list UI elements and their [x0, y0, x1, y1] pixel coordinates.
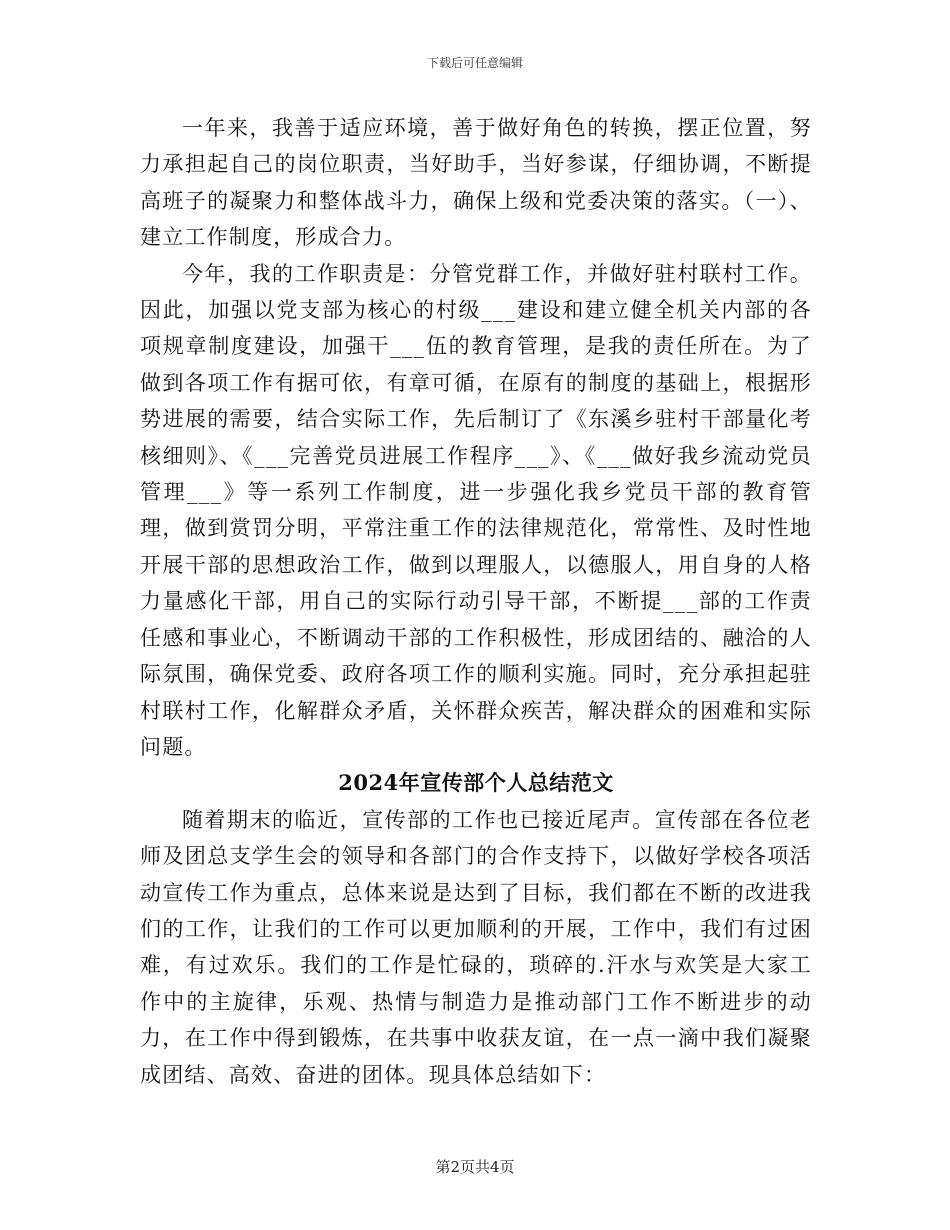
document-body [140, 110, 812, 1093]
header-note: 下载后可任意编辑 [426, 56, 523, 70]
document-title: 2024年宣传部个人总结范文 [338, 770, 614, 796]
page-number: 第2页共4页 [435, 1158, 515, 1176]
paragraph-2: 今年，我的工作职责是：分管党群工作，并做好驻村联村工作。因此，加强以党支部为核心的村级___建设和建立健全机关内部的各项规章制度建设，加强干___伍的教育管理，是我的责任所在。为了做到各项工作有据可依，有章可循，在原有的制度的基础上，根据形势进展的需要，结合实际工作，先后制订了《东溪乡驻村干部量化考核细则》、《___完善党员进展工作程序___》、《___做好我乡流动党员管理___》等一系列工作制度，进一步强化我乡党员干部的教育管理，做到赏罚分明，平常注重工作的法律规范化，常常性、及时性地开展干部的思想政治工作，做到以理服人，以德服人，用自身的人格力量感化干部，用自己的实际行动引导干部，不断提___部的工作责任感和事业心，不断调动干部的工作积极性，形成团结的、融洽的人际氛围，确保党委、政府各项工作的顺利实施。同时，充分承担起驻村联村工作，化解群众矛盾，关怀群众疾苦，解决群众的困难和实际问题。 [140, 261, 812, 759]
paragraph-3: 随着期末的临近，宣传部的工作也已接近尾声。宣传部在各位老师及团总支学生会的领导和各部门的合作支持下，以做好学校各项活动宣传工作为重点，总体来说是达到了目标，我们都在不断的改进我们的工作，让我们的工作可以更加顺利的开展，工作中，我们有过困难，有过欢乐。我们的工作是忙碌的，琐碎的.汗水与欢笑是大家工作中的主旋律，乐观、热情与制造力是推动部门工作不断进步的动力，在工作中得到锻炼，在共事中收获友谊，在一点一滴中我们凝聚成团结、高效、奋进的团体。现具体总结如下： [140, 807, 812, 1087]
paragraph-1: 一年来，我善于适应环境，善于做好角色的转换，摆正位置，努力承担起自己的岗位职责，当好助手，当好参谋，仔细协调，不断提高班子的凝聚力和整体战斗力，确保上级和党委决策的落实。（一）、建立工作制度，形成合力。 [140, 116, 812, 250]
